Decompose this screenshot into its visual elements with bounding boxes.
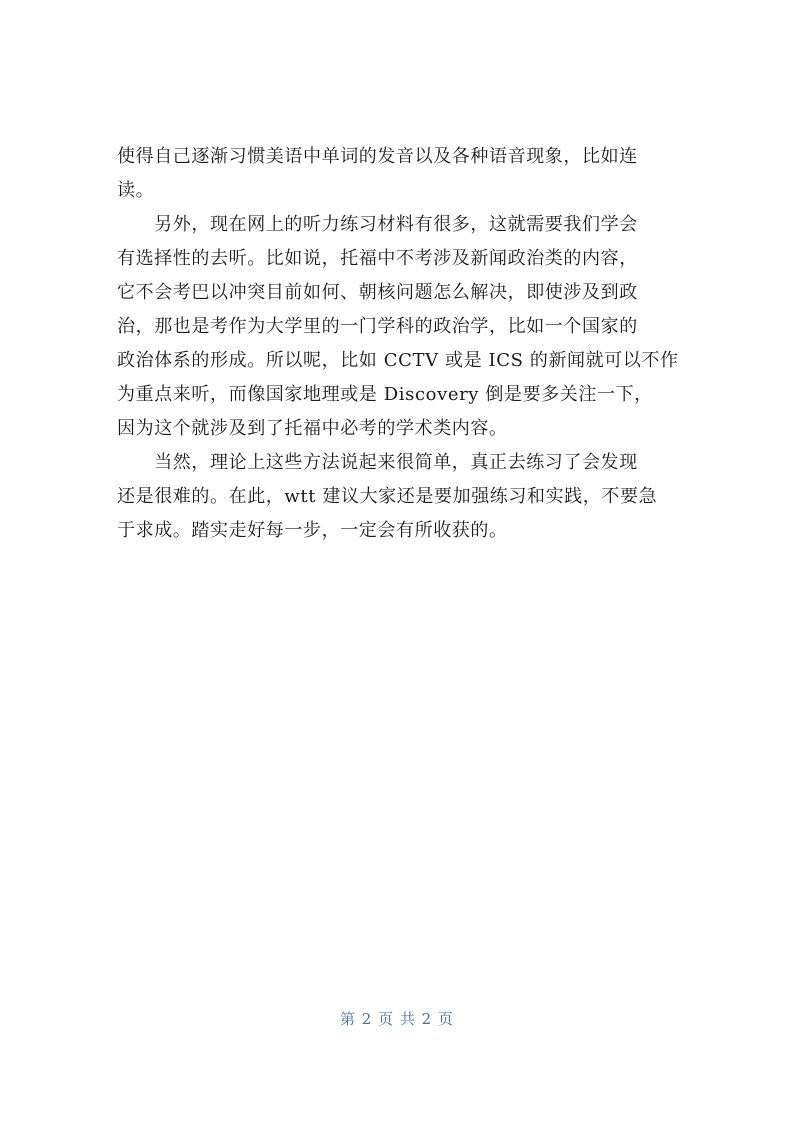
text-line: 它不会考巴以冲突目前如何、朝核问题怎么解决，即使涉及到政 <box>117 282 638 303</box>
text-line: 政治体系的形成。所以呢，比如 CCTV 或是 ICS 的新闻就可以不作 <box>117 350 679 371</box>
page-number-footer: 第 2 页 共 2 页 <box>340 1010 454 1028</box>
text-line: 当然，理论上这些方法说起来很简单，真正去练习了会发现 <box>117 452 638 473</box>
document-body <box>117 140 677 548</box>
text-line: 使得自己逐渐习惯美语中单词的发音以及各种语音现象，比如连 <box>117 146 638 167</box>
text-line: 治，那也是考作为大学里的一门学科的政治学，比如一个国家的 <box>117 316 638 337</box>
text-line: 有选择性的去听。比如说，托福中不考涉及新闻政治类的内容， <box>117 248 638 269</box>
text-line: 于求成。踏实走好每一步，一定会有所收获的。 <box>117 520 508 541</box>
text-line: 因为这个就涉及到了托福中必考的学术类内容。 <box>117 418 508 439</box>
text-line: 还是很难的。在此，wtt 建议大家还是要加强练习和实践，不要急 <box>117 486 658 507</box>
text-line: 另外，现在网上的听力练习材料有很多，这就需要我们学会 <box>117 214 638 235</box>
text-line: 为重点来听，而像国家地理或是 Discovery 倒是要多关注一下， <box>117 384 653 405</box>
text-line: 读。 <box>117 180 155 201</box>
